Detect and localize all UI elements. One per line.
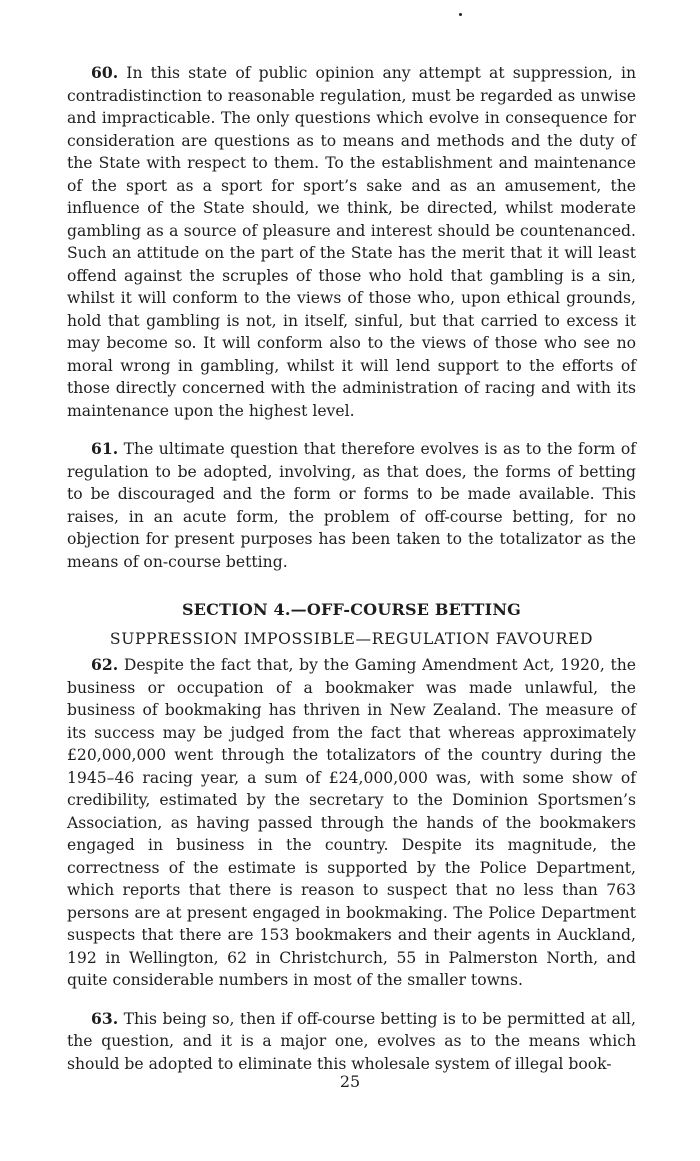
print-mark	[459, 13, 462, 16]
paragraph-text: This being so, then if off-course betting is to be permitted at all, the question, and it is a major one, evolves as to the means which should be adopted to eliminate this wholesale system of illegal book-	[67, 1009, 636, 1073]
paragraph-61	[67, 438, 636, 573]
paragraph-62	[67, 654, 636, 992]
paragraph-number: 63.	[91, 1008, 119, 1028]
section-subheading: SUPPRESSION IMPOSSIBLE—REGULATION FAVOURED	[109, 629, 594, 648]
page-number: 25	[339, 1072, 361, 1091]
paragraph-60	[67, 62, 636, 422]
document-page	[67, 62, 636, 1091]
paragraph-text: In this state of public opinion any attempt at suppression, in contradistinction to reasonable regulation, must be regarded as unwise and impracticable. The only questions which evolve in consequence for consideration are questions as to means and methods and the duty of the State with respect to them. To the establishment and maintenance of the sport as a sport for sport’s sake and as an amusement, the influence of the State should, we think, be directed, whilst moderate gambling as a source of pleasure and interest should be countenanced. Such an attitude on the part of the State has the merit that it will least offend against the scruples of those who hold that gambling is a sin, whilst it will conform to the views of those who, upon ethical grounds, hold that gambling is not, in itself, sinful, but that carried to excess it may become so. It will conform also to the views of those who see no moral wrong in gambling, whilst it will lend support to the efforts of those directly concerned with the administration of racing and with its maintenance upon the highest level.	[67, 64, 636, 420]
paragraph-number: 62.	[91, 655, 119, 674]
paragraph-number: 60.	[91, 63, 119, 82]
paragraph-text: The ultimate question that therefore evolves is as to the form of regulation to be adopted, involving, as that does, the forms of betting to be discouraged and the form or forms to be made available. This raises, in an acute form, the problem of off-course betting, for no objection for present purposes has been taken to the totalizator as the means of on-course betting.	[67, 440, 636, 571]
section-heading: SECTION 4.—OFF-COURSE BETTING	[181, 600, 522, 619]
paragraph-number: 61.	[91, 439, 119, 458]
paragraph-text: Despite the fact that, by the Gaming Amendment Act, 1920, the business or occupation of a bookmaker was made unlawful, the business of bookmaking has thriven in New Zealand. The measure of its success may be judged from the fact that whereas approximately £20,000,000 went through the totalizators of the country during the 1945–46 racing year, a sum of £24,000,000 was, with some show of credibility, estimated by the secretary to the Dominion Sportsmen’s Association, as having passed through the hands of the bookmakers engaged in business in the country. Despite its magnitude, the correctness of the estimate is supported by the Police Department, which reports that there is reason to suspect that no less than 763 persons are at present engaged in bookmaking. The Police Department suspects that there are 153 bookmakers and their agents in Auckland, 192 in Wellington, 62 in Christchurch, 55 in Palmerston North, and quite considerable numbers in most of the smaller towns.	[67, 656, 636, 989]
paragraph-63	[67, 1008, 636, 1076]
